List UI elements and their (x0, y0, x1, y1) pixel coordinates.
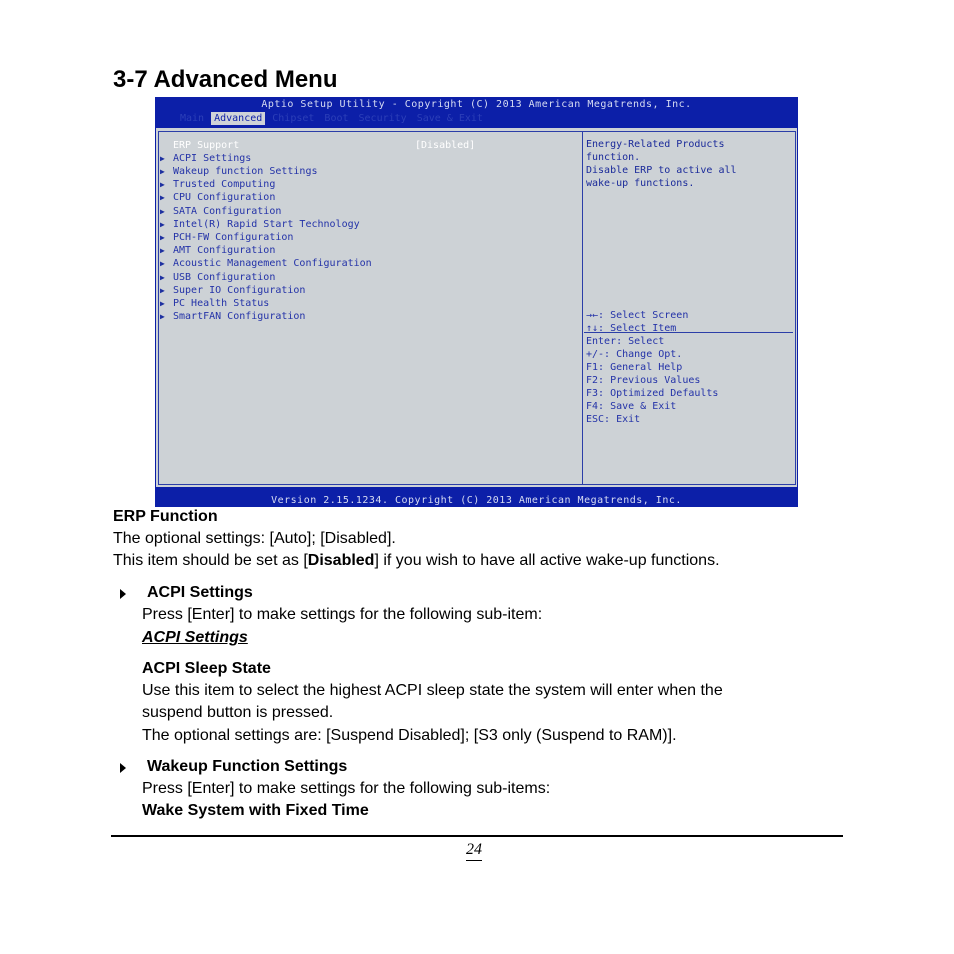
wakeup-press-text: Press [Enter] to make settings for the following sub-items: (142, 780, 551, 797)
triangle-right-icon: ▶ (160, 299, 165, 308)
bios-menu-item: ▶ AMT Configuration (160, 245, 276, 256)
bios-menu-item: ▶ USB Configuration (160, 272, 276, 283)
bios-footer: Version 2.15.1234. Copyright (C) 2013 American Megatrends, Inc. (271, 495, 682, 506)
bios-item-erp-support: ERP Support (173, 140, 240, 151)
bios-tab-main: Main (180, 113, 205, 124)
bios-key-hint: F3: Optimized Defaults (586, 388, 719, 399)
triangle-right-icon: ▶ (160, 312, 165, 321)
bios-help-line: Disable ERP to active all (586, 165, 737, 176)
bios-menu-item: ▶ ACPI Settings (160, 153, 252, 164)
bios-menu-item: ▶ SATA Configuration (160, 206, 282, 217)
bios-divider (582, 131, 583, 485)
bios-panel (156, 128, 797, 487)
triangle-right-icon: ▶ (160, 207, 165, 216)
bios-key-hint: F1: General Help (586, 362, 683, 373)
bios-key-hint: Enter: Select (586, 336, 665, 347)
acpi-sleep-settings: The optional settings are: [Suspend Disabled]; [S3 only (Suspend to RAM)]. (142, 727, 677, 744)
bios-tab-bar (177, 112, 490, 125)
bios-menu-item: ▶ PC Health Status (160, 298, 270, 309)
bios-key-hint: +/-: Change Opt. (586, 349, 683, 360)
bios-erp-value: [Disabled] (415, 140, 476, 151)
acpi-sleep-desc-line1: Use this item to select the highest ACPI sleep state the system will enter when the (142, 682, 723, 699)
acpi-sleep-desc-line2: suspend button is pressed. (142, 704, 334, 721)
bios-key-hint: →←: Select Screen (586, 310, 689, 321)
acpi-settings-heading: ACPI Settings (147, 584, 253, 601)
page-title: 3-7 Advanced Menu (113, 66, 338, 93)
bullet-triangle-icon (120, 763, 126, 773)
erp-settings-text: The optional settings: [Auto]; [Disabled]. (113, 530, 396, 547)
bios-screenshot (155, 97, 798, 507)
triangle-right-icon: ▶ (160, 273, 165, 282)
triangle-right-icon: ▶ (160, 233, 165, 242)
triangle-right-icon: ▶ (160, 167, 165, 176)
bullet-triangle-icon (120, 589, 126, 599)
acpi-settings-subheading: ACPI Settings (142, 629, 248, 646)
bios-title: Aptio Setup Utility - Copyright (C) 2013 American Megatrends, Inc. (261, 99, 692, 110)
acpi-press-text: Press [Enter] to make settings for the following sub-item: (142, 606, 543, 623)
bios-help-line: wake-up functions. (586, 178, 695, 189)
triangle-right-icon: ▶ (160, 220, 165, 229)
bios-key-hint: F4: Save & Exit (586, 401, 677, 412)
bios-menu-item: ▶ Super IO Configuration (160, 285, 306, 296)
bios-help-line: function. (586, 152, 641, 163)
bios-key-hint: F2: Previous Values (586, 375, 701, 386)
wake-fixed-time-heading: Wake System with Fixed Time (142, 802, 369, 819)
bios-help-line: Energy-Related Products (586, 139, 725, 150)
bios-tab-boot: Boot (324, 113, 349, 124)
bios-menu-item: ▶ Trusted Computing (160, 179, 276, 190)
bios-menu-item: ▶ Wakeup function Settings (160, 166, 318, 177)
footer-rule (111, 835, 843, 837)
triangle-right-icon: ▶ (160, 193, 165, 202)
triangle-right-icon: ▶ (160, 246, 165, 255)
bios-tab-save-exit: Save & Exit (416, 113, 483, 124)
bios-key-hint: ↑↓: Select Item (586, 323, 677, 334)
triangle-right-icon: ▶ (160, 259, 165, 268)
wakeup-settings-heading: Wakeup Function Settings (147, 758, 348, 775)
triangle-right-icon: ▶ (160, 286, 165, 295)
bios-menu-item: ▶ CPU Configuration (160, 192, 276, 203)
bios-menu-item: ▶ Acoustic Management Configuration (160, 258, 372, 269)
bios-tab-chipset: Chipset (272, 113, 315, 124)
triangle-right-icon: ▶ (160, 154, 165, 163)
bios-tab-security: Security (358, 113, 407, 124)
bios-tab-advanced: Advanced (211, 112, 265, 125)
erp-heading: ERP Function (113, 508, 218, 525)
page-number: 24 (466, 841, 482, 861)
bios-key-hint: ESC: Exit (586, 414, 641, 425)
bios-menu-item: ▶ PCH-FW Configuration (160, 232, 294, 243)
erp-description: This item should be set as [Disabled] if you wish to have all active wake-up functions. (113, 552, 720, 569)
triangle-right-icon: ▶ (160, 180, 165, 189)
bios-menu-item: ▶ SmartFAN Configuration (160, 311, 306, 322)
bios-menu-item: ▶ Intel(R) Rapid Start Technology (160, 219, 360, 230)
acpi-sleep-state-heading: ACPI Sleep State (142, 660, 271, 677)
